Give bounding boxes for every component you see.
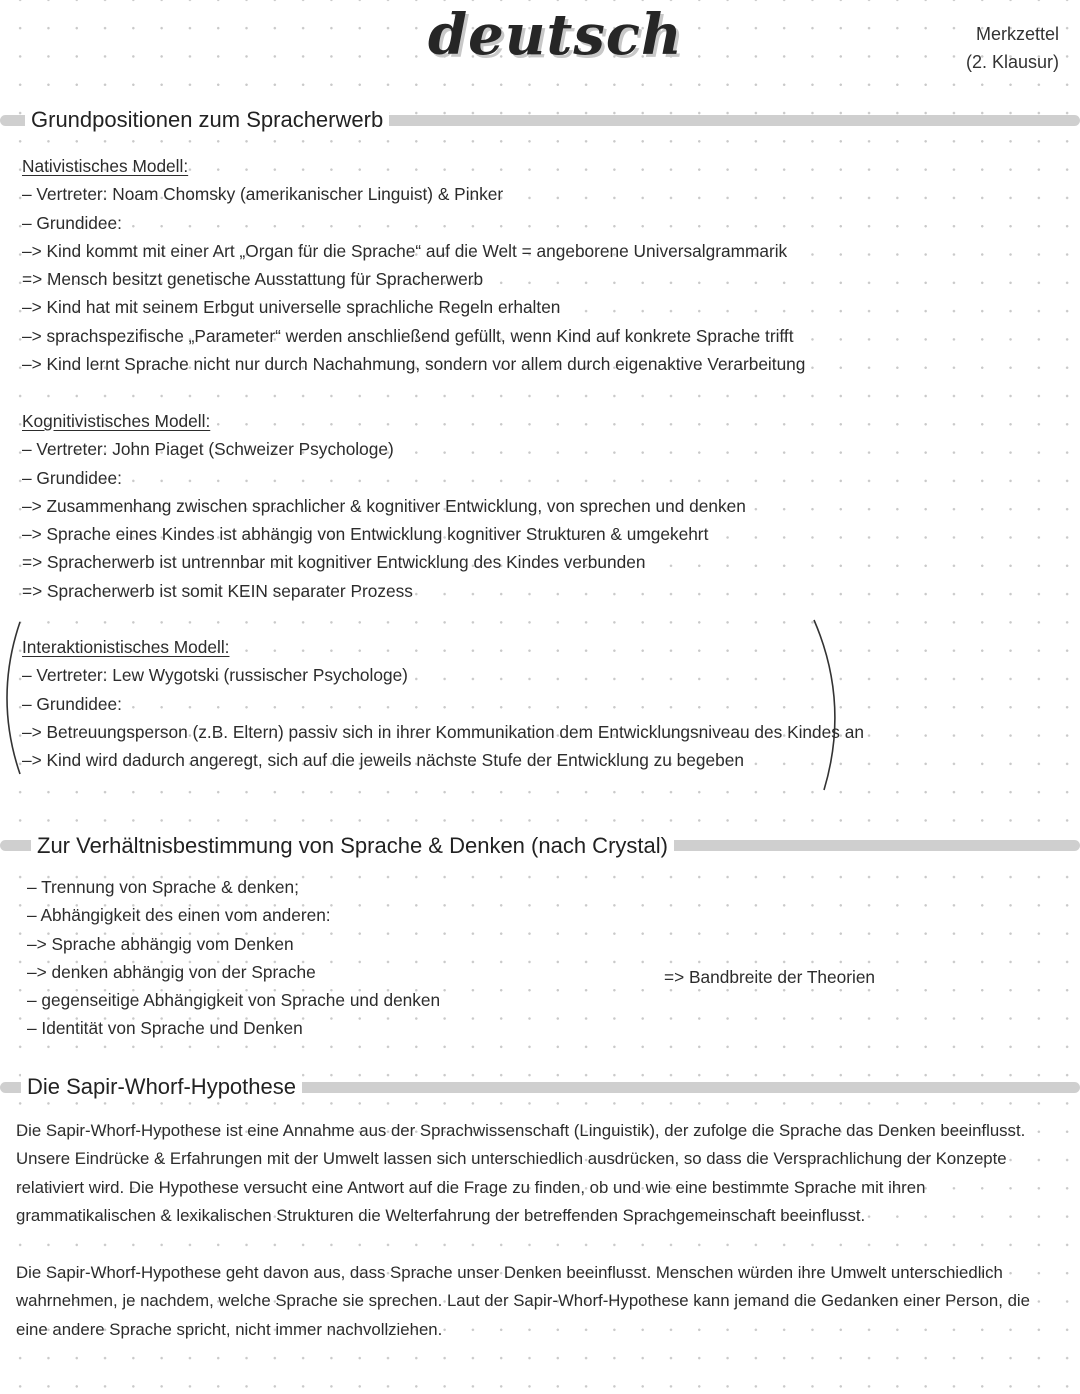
side-note: => Bandbreite der Theorien: [664, 967, 876, 987]
model-interactionist: [22, 633, 864, 774]
list-item: – Abhängigkeit des einen vom anderen:: [27, 905, 331, 926]
list-item: –> Betreuungsperson (z.B. Eltern) passiv sich in ihrer Kommunikation dem Entwicklungsniveau des Kindes an: [22, 721, 864, 742]
list-item: – Identität von Sprache und Denken: [27, 1018, 303, 1039]
list-item: => Mensch besitzt genetische Ausstattung für Spracherwerb: [22, 269, 484, 290]
list-item: –> Kind wird dadurch angeregt, sich auf die jeweils nächste Stufe der Entwicklung zu begeben: [22, 750, 744, 771]
paragraph-2: Die Sapir-Whorf-Hypothese geht davon aus, dass Sprache unser Denken beeinflusst. Menschen würden ihre Umwelt unterschiedlich wahrnehmen, je nachdem, welche Sprache sie sprechen. Laut der Sapir-Whorf-Hypothese kann jemand die Gedanken einer Person, die eine andere Sprache spricht, nicht immer nachvollziehen.: [16, 1263, 1030, 1339]
page-title: deutsch: [428, 2, 683, 68]
list-item: => Spracherwerb ist untrennbar mit kognitiver Entwicklung des Kindes verbunden: [22, 552, 646, 573]
section-2-heading: Zur Verhältnisbestimmung von Sprache & Denken (nach Crystal): [31, 831, 674, 861]
model-nativist: [22, 152, 805, 378]
list-item: => Spracherwerb ist somit KEIN separater Prozess: [22, 580, 413, 601]
left-bracket-icon: [0, 618, 24, 778]
list-item: – Vertreter: Noam Chomsky (amerikanischer Linguist) & Pinker: [22, 184, 504, 205]
model-title: Interaktionistisches Modell:: [22, 637, 230, 657]
section-1-heading: Grundpositionen zum Spracherwerb: [25, 105, 389, 135]
model-title: Nativistisches Modell:: [22, 156, 189, 176]
list-item: – Trennung von Sprache & denken;: [27, 877, 299, 897]
list-item: –> Kind hat mit seinem Erbgut universelle sprachliche Regeln erhalten: [22, 297, 561, 318]
list-item: –> Zusammenhang zwischen sprachlicher & kognitiver Entwicklung, von sprechen und denken: [22, 495, 746, 516]
note-line-1: Merkzettel: [975, 24, 1059, 44]
list-item: – Grundidee:: [22, 212, 122, 233]
list-item: –> Sprache eines Kindes ist abhängig von Entwicklung kognitiver Strukturen & umgekehrt: [22, 524, 709, 545]
list-item: – Vertreter: Lew Wygotski (russischer Psychologe): [22, 665, 408, 686]
model-cognitivist: [22, 407, 746, 605]
paragraph-1: Die Sapir-Whorf-Hypothese ist eine Annahme aus der Sprachwissenschaft (Linguistik), der zufolge die Sprache das Denken beeinflusst. Unsere Eindrücke & Erfahrungen mit der Umwelt lassen sich unterschiedlich ausdrücken, so dass die Versprachlichung der Konzepte relativiert wird. Die Hypothese versucht eine Antwort auf die Frage zu finden, ob und wie eine bestimmte Sprache mit ihren grammatikalischen & lexikalischen Strukturen die Welterfahrung der betreffenden Sprachgemeinschaft beeinflusst.: [16, 1121, 1026, 1225]
list-item: –> sprachspezifische „Parameter“ werden anschließend gefüllt, wenn Kind auf konkrete Sprache trifft: [22, 325, 794, 346]
list-item: –> denken abhängig von der Sprache: [27, 961, 316, 982]
list-item: – gegenseitige Abhängigkeit von Sprache und denken: [27, 990, 441, 1011]
list-item: –> Kind kommt mit einer Art „Organ für die Sprache“ auf die Welt = angeborene Universalgrammarik: [22, 240, 788, 261]
list-item: –> Sprache abhängig vom Denken: [27, 933, 294, 954]
model-title: Kognitivistisches Modell:: [22, 411, 211, 431]
section-2-list: [27, 873, 440, 1043]
note-line-2: (2. Klausur): [965, 52, 1059, 72]
list-item: –> Kind lernt Sprache nicht nur durch Nachahmung, sondern vor allem durch eigenaktive Verarbeitung: [22, 354, 806, 375]
list-item: – Grundidee:: [22, 467, 122, 488]
section-3-heading: Die Sapir-Whorf-Hypothese: [21, 1072, 302, 1102]
list-item: – Grundidee:: [22, 693, 122, 714]
note-label: [966, 20, 1059, 76]
list-item: – Vertreter: John Piaget (Schweizer Psychologe): [22, 439, 394, 460]
